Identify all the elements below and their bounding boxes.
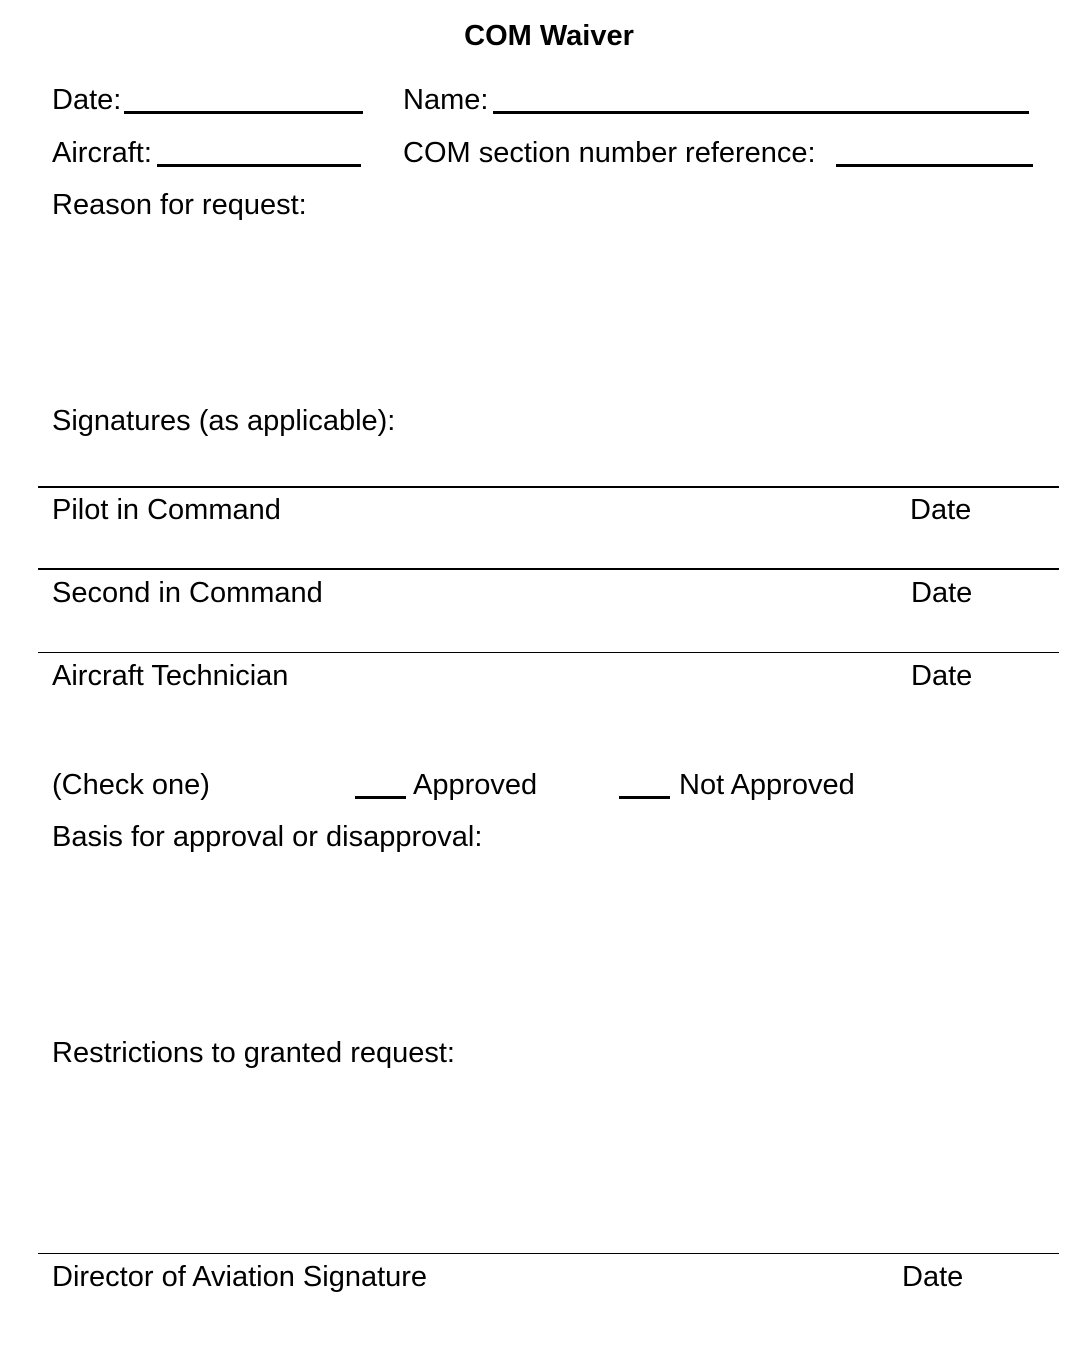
signature-line-second[interactable] (38, 568, 1059, 570)
director-signature-label: Director of Aviation Signature (52, 1261, 428, 1293)
signatures-heading: Signatures (as applicable): (52, 405, 396, 437)
aircraft-field[interactable] (157, 164, 361, 167)
name-field[interactable] (493, 111, 1029, 114)
second-date-label: Date (911, 577, 973, 609)
not-approved-label: Not Approved (679, 769, 855, 801)
not-approved-checkbox[interactable] (619, 796, 670, 799)
signature-line-director[interactable] (38, 1253, 1059, 1254)
signature-line-technician[interactable] (38, 652, 1059, 653)
check-one-label: (Check one) (52, 769, 210, 801)
approved-label: Approved (413, 769, 538, 801)
name-label: Name: (403, 84, 489, 116)
approved-checkbox[interactable] (355, 796, 406, 799)
director-date-label: Date (902, 1261, 964, 1293)
basis-label: Basis for approval or disapproval: (52, 821, 483, 853)
date-field[interactable] (124, 111, 363, 114)
form-title: COM Waiver (464, 20, 634, 52)
com-ref-field[interactable] (836, 164, 1033, 167)
signature-line-pilot[interactable] (38, 486, 1059, 488)
restrictions-label: Restrictions to granted request: (52, 1037, 455, 1069)
reason-label: Reason for request: (52, 189, 307, 221)
reason-input-area[interactable] (52, 230, 1052, 390)
pilot-date-label: Date (910, 494, 972, 526)
aircraft-technician-label: Aircraft Technician (52, 660, 289, 692)
restrictions-input-area[interactable] (52, 1078, 1052, 1243)
com-ref-label: COM section number reference: (403, 137, 816, 169)
pilot-in-command-label: Pilot in Command (52, 494, 281, 526)
technician-date-label: Date (911, 660, 973, 692)
date-label: Date: (52, 84, 122, 116)
second-in-command-label: Second in Command (52, 577, 323, 609)
basis-input-area[interactable] (52, 862, 1052, 1032)
aircraft-label: Aircraft: (52, 137, 152, 169)
